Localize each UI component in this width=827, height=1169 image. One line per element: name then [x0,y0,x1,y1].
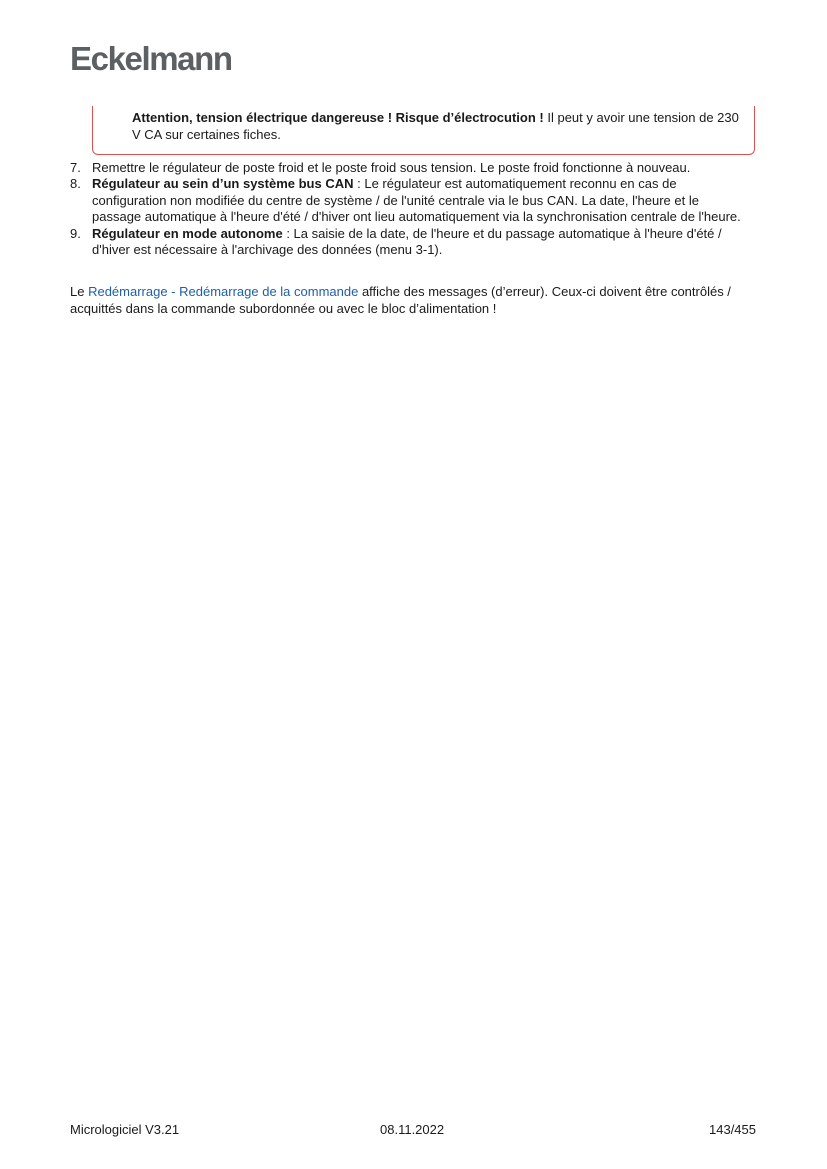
step-text: Remettre le régulateur de poste froid et le poste froid sous tension. Le poste froid fonctionne à nouveau. [92,160,691,175]
warning-detail: Il peut y avoir une tension de 230 V CA sur certaines fiches. [132,110,739,142]
footer-date: 08.11.2022 [380,1122,445,1137]
step-number: 8. [70,176,81,192]
warning-text [132,109,744,143]
restart-link[interactable]: Redémarrage - Redémarrage de la commande [88,284,359,299]
step-bold: Régulateur en mode autonome [92,225,283,241]
step-text: : La saisie de la date, de l'heure et du passage automatique à l'heure d'été / d'hiver est nécessaire à l'archivage des données (menu 3-1). [92,225,722,258]
step-number: 9. [70,225,81,241]
list-item [70,226,750,259]
step-bold: Régulateur au sein d’un système bus CAN [92,176,354,192]
note-suffix: affiche des messages (d’erreur). Ceux-ci doivent être contrôlés / acquittés dans la commande subordonnée ou avec le bloc d’alimentation ! [70,284,731,316]
steps-list [70,160,750,258]
list-item [70,160,750,176]
list-item [70,176,750,225]
warning-bold: Attention, tension électrique dangereuse ! Risque d’électrocution ! [132,110,544,125]
eckelmann-logo: Eckelmann [70,40,232,77]
note-prefix: Le [70,284,89,299]
footer-firmware: Micrologiciel V3.21 [70,1122,180,1137]
step-number: 7. [70,160,81,175]
footer-page-number: 143/455 [709,1122,756,1137]
restart-note [70,283,750,317]
step-text: : Le régulateur est automatiquement reconnu en cas de configuration non modifiée du centre de système / de l'unité centrale via le bus CAN. La date, l'heure et le passage automatique à l'heure d'été / d'hiver ont lieu automatiquement via la synchronisation centrale de l'heure. [92,176,741,225]
